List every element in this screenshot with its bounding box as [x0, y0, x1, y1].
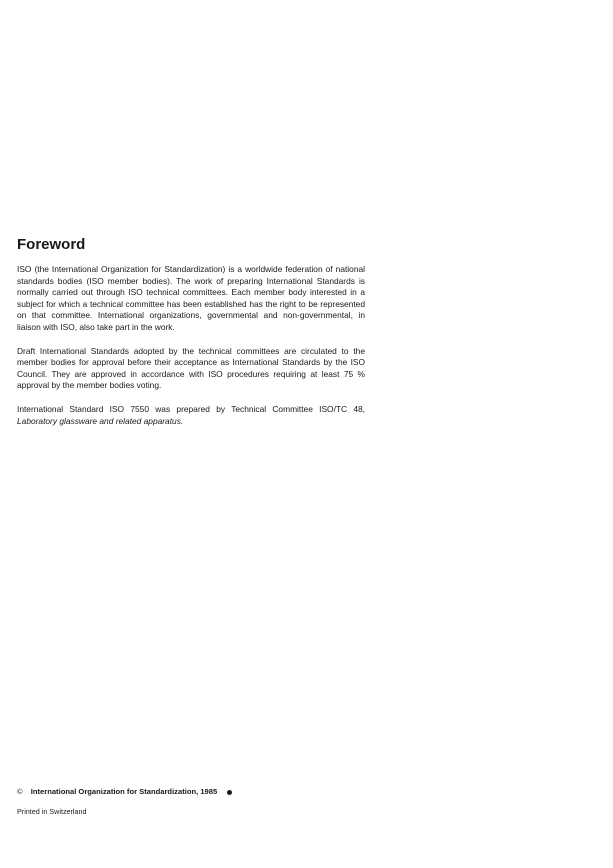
copyright-line — [17, 787, 232, 796]
printed-location: Printed in Switzerland — [17, 807, 87, 816]
copyright-text: International Organization for Standardization, 1985 — [30, 787, 218, 796]
foreword-paragraph-2: Draft International Standards adopted by the technical committees are circulated to the member bodies for approval before their acceptance as International Standards by the ISO Council. They are approved in accordance with ISO procedures requiring at least 75 % approval by the member bodies voting. — [17, 345, 365, 391]
foreword-section — [17, 236, 365, 439]
foreword-paragraph-1: ISO (the International Organization for Standardization) is a worldwide federation of national standards bodies (ISO member bodies). The work of preparing International Standards is normally carried out through ISO technical committees. Each member body interested in a subject for which a technical committee has been established has the right to be represented on that committee. International organizations, governmental and non-governmental, in liaison with ISO, also take part in the work. — [17, 264, 365, 332]
copyright-symbol: © — [17, 787, 23, 796]
bullet-dot-icon — [227, 790, 232, 795]
foreword-paragraph-3 — [17, 404, 365, 427]
foreword-heading: Foreword — [17, 236, 86, 253]
committee-title: Laboratory glassware and related apparatus. — [17, 415, 184, 426]
committee-statement: International Standard ISO 7550 was prepared by Technical Committee ISO/TC 48, — [17, 403, 365, 414]
